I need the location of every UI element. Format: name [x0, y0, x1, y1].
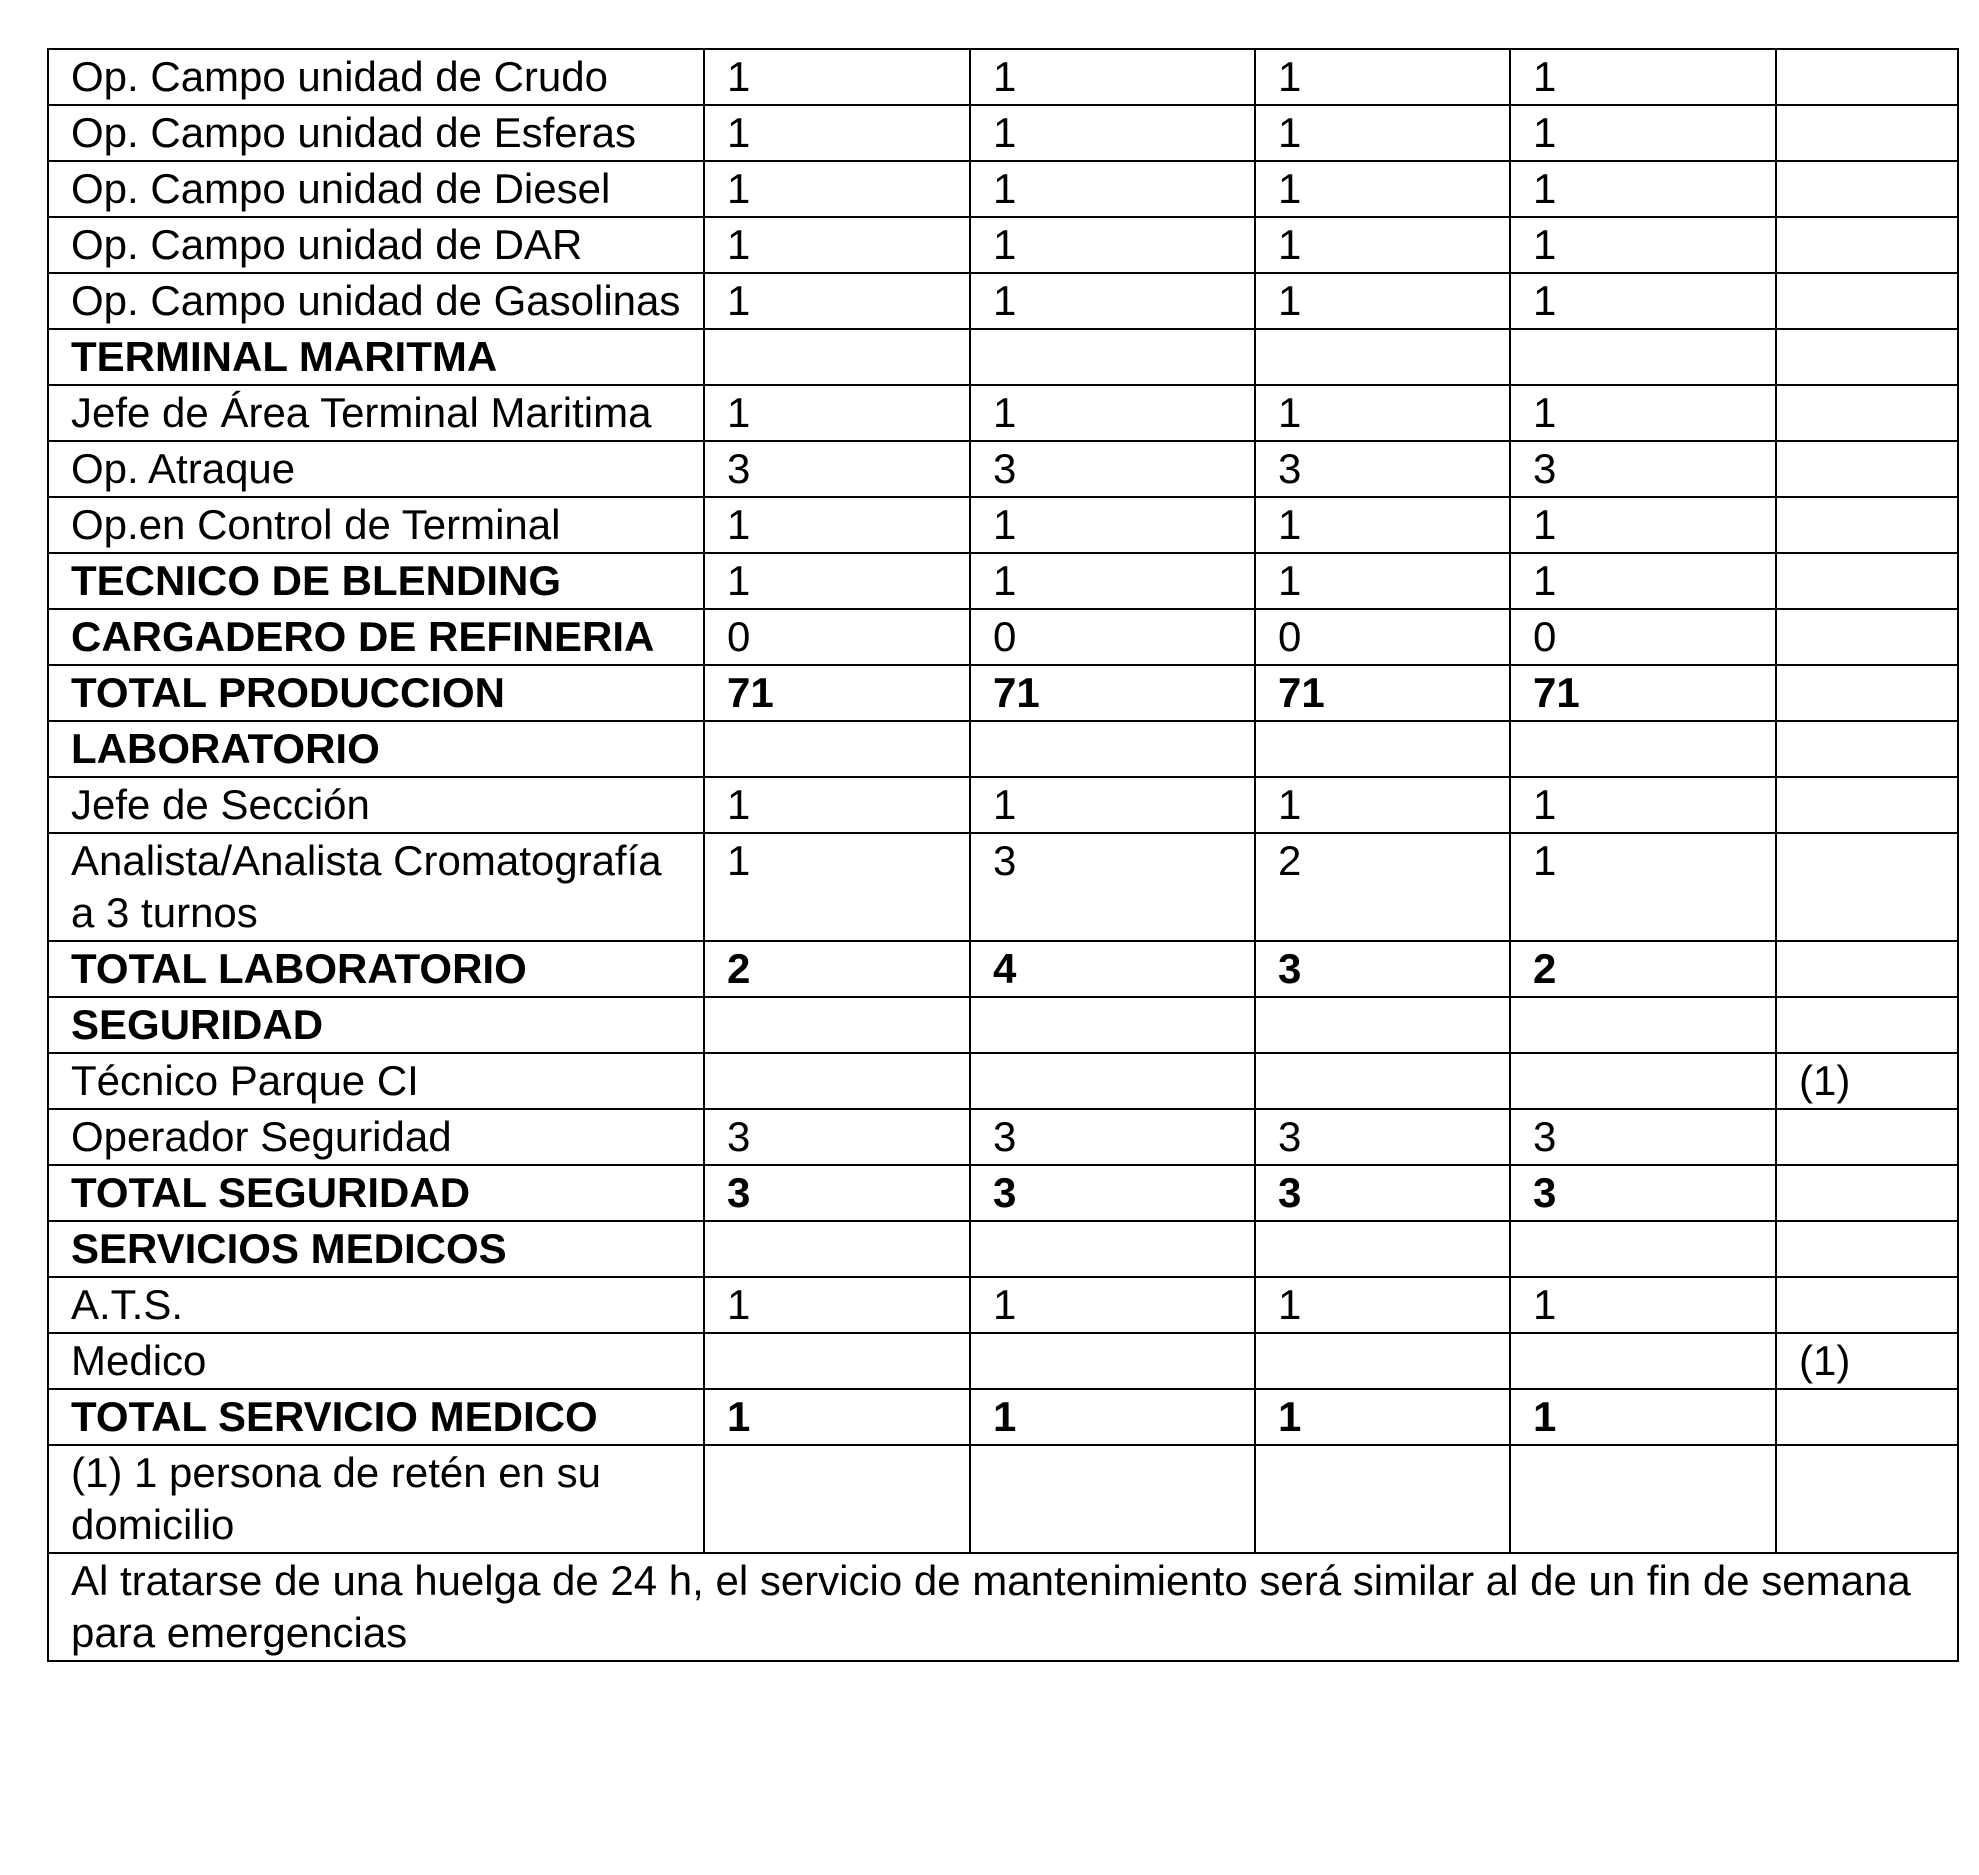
cell-col-3: [1255, 1221, 1510, 1277]
cell-col-1: 1: [704, 1389, 970, 1445]
row-label: TOTAL SERVICIO MEDICO: [48, 1389, 704, 1445]
cell-col-4: 1: [1510, 273, 1776, 329]
cell-col-1: [704, 721, 970, 777]
cell-col-2: [970, 997, 1255, 1053]
cell-col-3: 1: [1255, 777, 1510, 833]
footer-note-row: [48, 1553, 1958, 1661]
cell-col-5: [1776, 609, 1958, 665]
row-label: A.T.S.: [48, 1277, 704, 1333]
cell-col-2: 0: [970, 609, 1255, 665]
cell-col-5: [1776, 49, 1958, 105]
cell-col-1: 1: [704, 497, 970, 553]
table-row: [48, 497, 1958, 553]
cell-col-1: 1: [704, 49, 970, 105]
table-row: [48, 1221, 1958, 1277]
table-row: [48, 665, 1958, 721]
cell-col-2: 4: [970, 941, 1255, 997]
cell-col-3: [1255, 1053, 1510, 1109]
cell-col-2: 1: [970, 217, 1255, 273]
cell-col-4: 1: [1510, 833, 1776, 941]
row-label: LABORATORIO: [48, 721, 704, 777]
cell-col-5: [1776, 1109, 1958, 1165]
cell-col-4: 71: [1510, 665, 1776, 721]
cell-col-2: 1: [970, 273, 1255, 329]
cell-col-4: 1: [1510, 553, 1776, 609]
cell-col-5: [1776, 385, 1958, 441]
row-label: (1) 1 persona de retén en su domicilio: [48, 1445, 704, 1553]
row-label: Op.en Control de Terminal: [48, 497, 704, 553]
table-row: [48, 217, 1958, 273]
row-label: Jefe de Sección: [48, 777, 704, 833]
cell-col-5: [1776, 665, 1958, 721]
cell-col-1: 71: [704, 665, 970, 721]
cell-col-1: 0: [704, 609, 970, 665]
cell-col-3: 1: [1255, 1277, 1510, 1333]
cell-col-1: 1: [704, 777, 970, 833]
table-row: [48, 1445, 1958, 1553]
cell-col-2: 3: [970, 833, 1255, 941]
cell-col-2: [970, 721, 1255, 777]
table-row: [48, 1277, 1958, 1333]
cell-col-2: [970, 1221, 1255, 1277]
cell-col-4: [1510, 329, 1776, 385]
row-label: CARGADERO DE REFINERIA: [48, 609, 704, 665]
cell-col-3: [1255, 997, 1510, 1053]
row-label: TOTAL PRODUCCION: [48, 665, 704, 721]
cell-col-2: 1: [970, 49, 1255, 105]
row-label: Técnico Parque CI: [48, 1053, 704, 1109]
cell-col-1: [704, 1053, 970, 1109]
cell-col-4: [1510, 1445, 1776, 1553]
cell-col-1: 1: [704, 161, 970, 217]
cell-col-5: [1776, 553, 1958, 609]
cell-col-3: [1255, 329, 1510, 385]
cell-col-2: 3: [970, 1165, 1255, 1221]
cell-col-3: 3: [1255, 941, 1510, 997]
cell-col-2: 1: [970, 497, 1255, 553]
table-row: [48, 441, 1958, 497]
table-row: [48, 385, 1958, 441]
cell-col-1: 1: [704, 273, 970, 329]
cell-col-1: [704, 329, 970, 385]
cell-col-5: [1776, 105, 1958, 161]
row-label: Jefe de Área Terminal Maritima: [48, 385, 704, 441]
cell-col-1: 1: [704, 217, 970, 273]
cell-col-3: 1: [1255, 217, 1510, 273]
cell-col-3: 1: [1255, 49, 1510, 105]
cell-col-4: 0: [1510, 609, 1776, 665]
cell-col-5: [1776, 1221, 1958, 1277]
row-label: SERVICIOS MEDICOS: [48, 1221, 704, 1277]
cell-col-2: [970, 329, 1255, 385]
cell-col-2: 1: [970, 105, 1255, 161]
cell-col-3: [1255, 721, 1510, 777]
cell-col-4: 1: [1510, 497, 1776, 553]
cell-col-4: 1: [1510, 777, 1776, 833]
row-label: Op. Campo unidad de Diesel: [48, 161, 704, 217]
table-row: [48, 161, 1958, 217]
cell-col-4: 1: [1510, 217, 1776, 273]
cell-col-4: 1: [1510, 161, 1776, 217]
cell-col-5: [1776, 1389, 1958, 1445]
table-row: [48, 941, 1958, 997]
cell-col-3: [1255, 1445, 1510, 1553]
row-label: Op. Campo unidad de Esferas: [48, 105, 704, 161]
cell-col-4: 2: [1510, 941, 1776, 997]
cell-col-2: 1: [970, 1389, 1255, 1445]
cell-col-5: [1776, 1277, 1958, 1333]
cell-col-2: 1: [970, 777, 1255, 833]
cell-col-4: 3: [1510, 1109, 1776, 1165]
cell-col-5: [1776, 833, 1958, 941]
cell-col-4: [1510, 1053, 1776, 1109]
cell-col-3: 3: [1255, 1165, 1510, 1221]
cell-col-3: 1: [1255, 161, 1510, 217]
table-row: [48, 721, 1958, 777]
staffing-table: [47, 48, 1959, 1662]
cell-col-1: 3: [704, 441, 970, 497]
cell-col-4: [1510, 997, 1776, 1053]
table-row: [48, 329, 1958, 385]
cell-col-3: 2: [1255, 833, 1510, 941]
cell-col-5: (1): [1776, 1333, 1958, 1389]
table-row: [48, 1053, 1958, 1109]
cell-col-5: [1776, 997, 1958, 1053]
cell-col-5: [1776, 161, 1958, 217]
table-row: [48, 1389, 1958, 1445]
cell-col-2: [970, 1445, 1255, 1553]
cell-col-3: 3: [1255, 441, 1510, 497]
cell-col-5: [1776, 941, 1958, 997]
cell-col-4: 1: [1510, 1389, 1776, 1445]
table-row: [48, 1333, 1958, 1389]
cell-col-4: 3: [1510, 441, 1776, 497]
cell-col-4: [1510, 721, 1776, 777]
cell-col-5: [1776, 273, 1958, 329]
table-row: [48, 997, 1958, 1053]
cell-col-3: 1: [1255, 1389, 1510, 1445]
cell-col-2: 3: [970, 1109, 1255, 1165]
row-label: TOTAL SEGURIDAD: [48, 1165, 704, 1221]
cell-col-4: [1510, 1333, 1776, 1389]
cell-col-2: [970, 1053, 1255, 1109]
cell-col-1: 3: [704, 1109, 970, 1165]
table-row: [48, 105, 1958, 161]
cell-col-3: 1: [1255, 273, 1510, 329]
cell-col-5: [1776, 1445, 1958, 1553]
cell-col-1: 1: [704, 105, 970, 161]
cell-col-3: 1: [1255, 497, 1510, 553]
row-label: TECNICO DE BLENDING: [48, 553, 704, 609]
cell-col-1: 1: [704, 553, 970, 609]
cell-col-4: 1: [1510, 1277, 1776, 1333]
table-row: [48, 49, 1958, 105]
cell-col-4: 3: [1510, 1165, 1776, 1221]
cell-col-3: 0: [1255, 609, 1510, 665]
cell-col-5: [1776, 441, 1958, 497]
row-label: Medico: [48, 1333, 704, 1389]
cell-col-3: 1: [1255, 385, 1510, 441]
cell-col-4: 1: [1510, 105, 1776, 161]
footer-note: Al tratarse de una huelga de 24 h, el servicio de mantenimiento será similar al de un fin de semana para emergencias: [48, 1553, 1958, 1661]
table-row: [48, 609, 1958, 665]
row-label: Op. Campo unidad de DAR: [48, 217, 704, 273]
row-label: Op. Atraque: [48, 441, 704, 497]
cell-col-1: [704, 1445, 970, 1553]
cell-col-2: 71: [970, 665, 1255, 721]
cell-col-1: 1: [704, 1277, 970, 1333]
cell-col-1: [704, 1221, 970, 1277]
cell-col-1: 3: [704, 1165, 970, 1221]
cell-col-3: 1: [1255, 553, 1510, 609]
cell-col-1: [704, 1333, 970, 1389]
cell-col-3: 1: [1255, 105, 1510, 161]
row-label: Analista/Analista Cromatografía a 3 turnos: [48, 833, 704, 941]
cell-col-2: 1: [970, 1277, 1255, 1333]
cell-col-2: 1: [970, 385, 1255, 441]
cell-col-4: 1: [1510, 385, 1776, 441]
row-label: Op. Campo unidad de Gasolinas: [48, 273, 704, 329]
cell-col-2: 1: [970, 553, 1255, 609]
row-label: Operador Seguridad: [48, 1109, 704, 1165]
cell-col-3: [1255, 1333, 1510, 1389]
table-body: [48, 49, 1958, 1661]
table-row: [48, 553, 1958, 609]
cell-col-5: (1): [1776, 1053, 1958, 1109]
cell-col-2: 1: [970, 161, 1255, 217]
cell-col-1: 1: [704, 385, 970, 441]
cell-col-4: 1: [1510, 49, 1776, 105]
cell-col-5: [1776, 1165, 1958, 1221]
cell-col-5: [1776, 497, 1958, 553]
cell-col-2: 3: [970, 441, 1255, 497]
cell-col-3: 71: [1255, 665, 1510, 721]
row-label: SEGURIDAD: [48, 997, 704, 1053]
row-label: TOTAL LABORATORIO: [48, 941, 704, 997]
table-row: [48, 273, 1958, 329]
table-row: [48, 1165, 1958, 1221]
row-label: TERMINAL MARITMA: [48, 329, 704, 385]
cell-col-1: 2: [704, 941, 970, 997]
cell-col-3: 3: [1255, 1109, 1510, 1165]
cell-col-5: [1776, 329, 1958, 385]
cell-col-2: [970, 1333, 1255, 1389]
cell-col-4: [1510, 1221, 1776, 1277]
cell-col-5: [1776, 777, 1958, 833]
cell-col-5: [1776, 721, 1958, 777]
row-label: Op. Campo unidad de Crudo: [48, 49, 704, 105]
cell-col-1: 1: [704, 833, 970, 941]
table-row: [48, 777, 1958, 833]
cell-col-1: [704, 997, 970, 1053]
table-row: [48, 1109, 1958, 1165]
cell-col-5: [1776, 217, 1958, 273]
table-row: [48, 833, 1958, 941]
